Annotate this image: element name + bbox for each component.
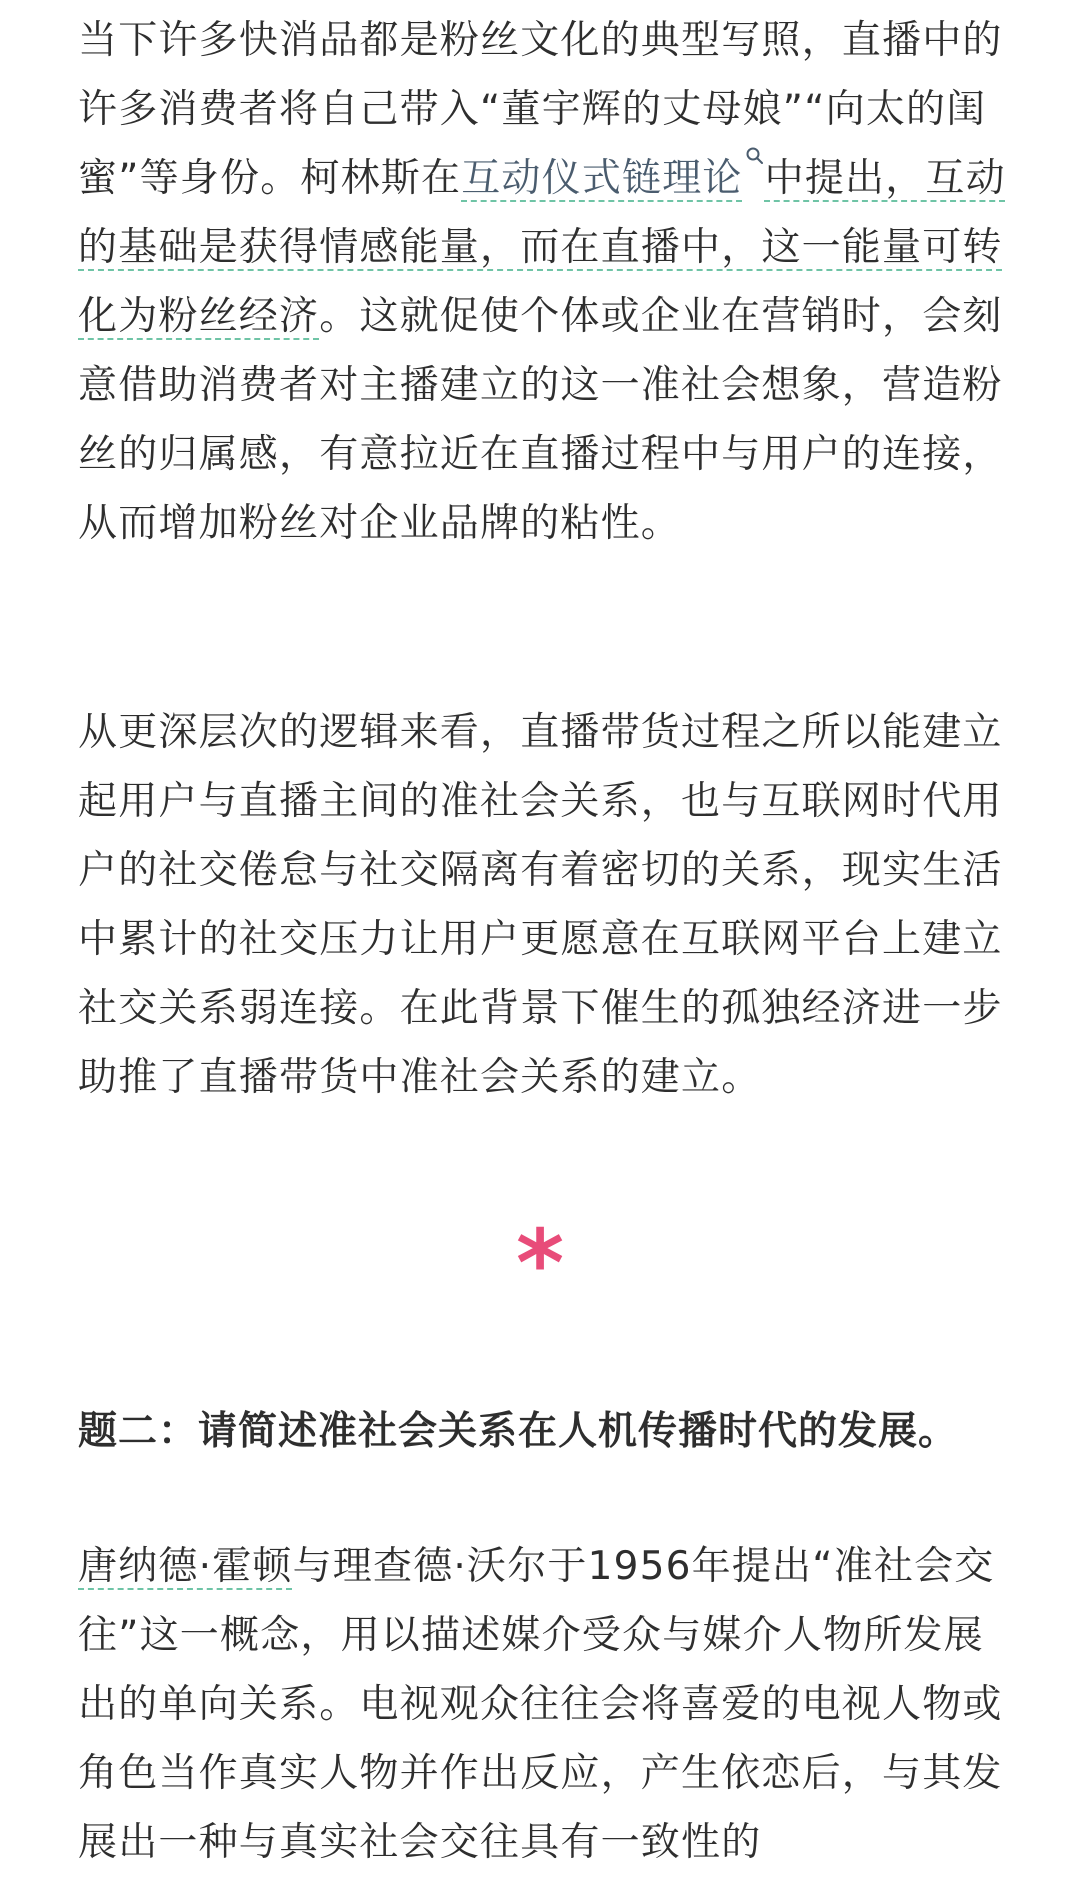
- question-heading: 题二：请简述准社会关系在人机传播时代的发展。: [78, 1409, 959, 1454]
- dashed-highlight-span: 中提出，互动的基础是获得情感能量，而在直播中，这一能量可转化为粉丝经济: [78, 156, 1006, 339]
- paragraph-3-text: 与理查德·沃尔于1956年提出“准社会交往”这一概念，用以描述媒介受众与媒介人物所发展出的单向关系。电视观众往往会将喜爱的电视人物或角色当作真实人物并作出反应，产生依恋后，与其发展出一种与真实社会交往具有一致性的: [78, 1544, 1003, 1865]
- article-paragraph-3: [78, 1532, 1006, 1877]
- section-separator-asterisk: *: [515, 1210, 565, 1317]
- article-paragraph-1: [78, 6, 1006, 558]
- paragraph-1-text-before-link: 当下许多快消品都是粉丝文化的典型写照，直播中的许多消费者将自己带入“董宇辉的丈母娘”“向太的闺蜜”等身份。柯林斯在: [78, 18, 1003, 201]
- keyword-link-interaction-ritual-chain[interactable]: 互动仪式链理论: [461, 156, 743, 201]
- paragraph-1-text-after: 。这就促使个体或企业在营销时，会刻意借助消费者对主播建立的这一准社会想象，营造粉丝的归属感，有意拉近在直播过程中与用户的连接，从而增加粉丝对企业品牌的粘性。: [78, 294, 1003, 546]
- article-paragraph-2: 从更深层次的逻辑来看，直播带货过程之所以能建立起用户与直播主间的准社会关系，也与互联网时代用户的社交倦怠与社交隔离有着密切的关系，现实生活中累计的社交压力让用户更愿意在互联网平台上建立社交关系弱连接。在此背景下催生的孤独经济进一步助推了直播带货中准社会关系的建立。: [78, 710, 1003, 1100]
- keyword-link-donald-horton[interactable]: 唐纳德·霍顿: [78, 1544, 293, 1589]
- search-icon[interactable]: [745, 144, 765, 172]
